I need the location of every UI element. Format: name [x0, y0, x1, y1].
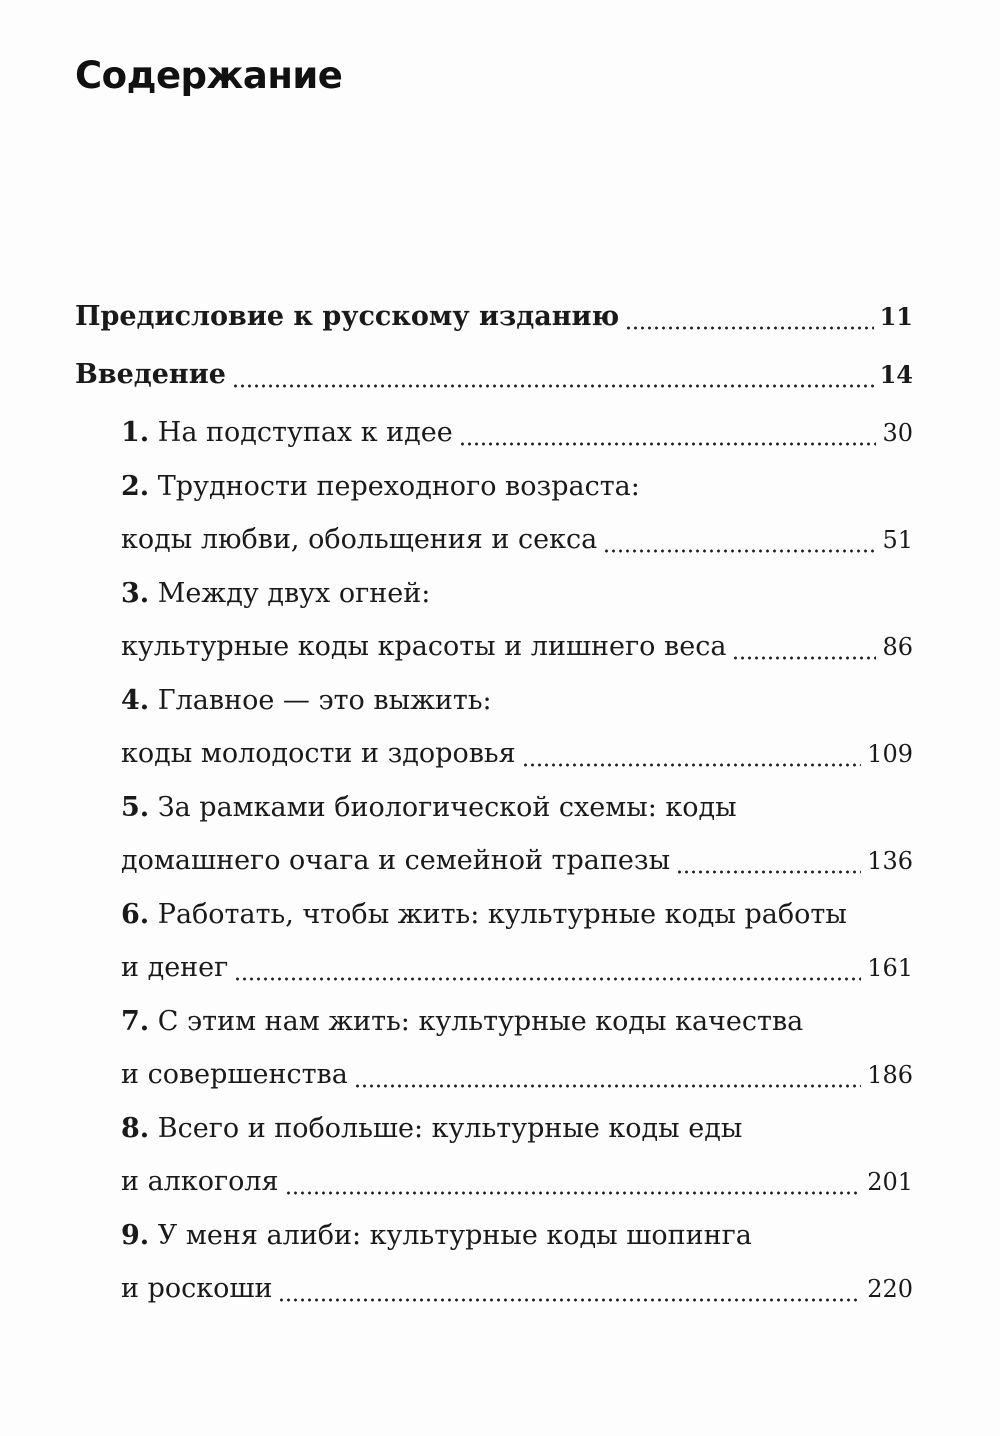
- toc-entry-chapter-9: [75, 1209, 913, 1315]
- toc-entry-introduction: [75, 348, 913, 401]
- dot-leader: [732, 634, 876, 661]
- toc-entry-chapter-6: [75, 888, 913, 994]
- toc-entry-title: У меня алиби: культурные коды шопинга: [157, 1220, 752, 1251]
- toc-entry-title: Трудности переходного возраста:: [157, 471, 640, 502]
- toc-page-number: 220: [867, 1275, 913, 1303]
- toc-page-number: 201: [867, 1168, 913, 1196]
- dot-leader: [285, 1169, 862, 1196]
- toc-page-number: 51: [882, 526, 913, 554]
- toc-entry-title: За рамками биологической схемы: коды: [157, 792, 737, 823]
- toc-entry-chapter-3: [75, 567, 913, 673]
- dot-leader: [676, 848, 861, 875]
- toc-page-number: 11: [879, 302, 913, 331]
- toc-page-number: 30: [882, 419, 913, 447]
- toc-entry-subtitle: культурные коды красоты и лишнего веса: [121, 631, 727, 662]
- toc-entry-title: Работать, чтобы жить: культурные коды работы: [157, 899, 847, 930]
- toc-entry-chapter-4: [75, 674, 913, 780]
- chapter-number: 1.: [121, 417, 150, 448]
- toc-entry-chapter-2: [75, 460, 913, 566]
- chapter-number: 8.: [121, 1113, 150, 1144]
- chapter-number: 7.: [121, 1006, 150, 1037]
- chapter-number: 5.: [121, 792, 150, 823]
- toc-entry-title: Между двух огней:: [157, 578, 431, 609]
- toc-entry-title: С этим нам жить: культурные коды качества: [157, 1006, 804, 1037]
- toc-page-number: 136: [867, 847, 913, 875]
- toc-entry-title: Введение: [75, 359, 226, 390]
- toc-entry-subtitle: домашнего очага и семейной трапезы: [121, 845, 671, 876]
- dot-leader: [459, 420, 877, 447]
- chapter-number: 2.: [121, 471, 150, 502]
- dot-leader: [522, 741, 862, 768]
- toc-entry-subtitle: коды любви, обольщения и секса: [121, 524, 598, 555]
- chapter-number: 9.: [121, 1220, 150, 1251]
- page-title: Содержание: [75, 54, 343, 97]
- toc-entry-subtitle: коды молодости и здоровья: [121, 738, 516, 769]
- toc-entry-title: На подступах к идее: [157, 417, 453, 448]
- toc-entry-subtitle: и роскоши: [121, 1273, 273, 1304]
- toc-entry-title: Главное — это выжить:: [157, 685, 492, 716]
- dot-leader: [625, 304, 873, 331]
- toc-entry-subtitle: и совершенства: [121, 1059, 348, 1090]
- toc-entry-chapter-1: [75, 406, 913, 459]
- toc-entry-chapter-8: [75, 1102, 913, 1208]
- toc-entry-preface: [75, 290, 913, 343]
- toc-page-number: 14: [879, 360, 913, 389]
- table-of-contents: [75, 290, 913, 1315]
- chapter-number: 6.: [121, 899, 150, 930]
- dot-leader: [278, 1276, 861, 1303]
- toc-entry-title: Предисловие к русскому изданию: [75, 301, 620, 332]
- chapter-number: 3.: [121, 578, 150, 609]
- toc-entry-title: Всего и побольше: культурные коды еды: [157, 1113, 743, 1144]
- toc-page-number: 161: [867, 954, 913, 982]
- chapter-number: 4.: [121, 685, 150, 716]
- toc-page-number: 86: [882, 633, 913, 661]
- toc-entry-chapter-7: [75, 995, 913, 1101]
- dot-leader: [354, 1062, 861, 1089]
- toc-entry-chapter-5: [75, 781, 913, 887]
- dot-leader: [234, 955, 861, 982]
- toc-page-number: 186: [867, 1061, 913, 1089]
- toc-entry-subtitle: и денег: [121, 952, 229, 983]
- toc-page-number: 109: [867, 740, 913, 768]
- dot-leader: [232, 362, 874, 389]
- toc-entry-subtitle: и алкоголя: [121, 1166, 279, 1197]
- dot-leader: [603, 527, 876, 554]
